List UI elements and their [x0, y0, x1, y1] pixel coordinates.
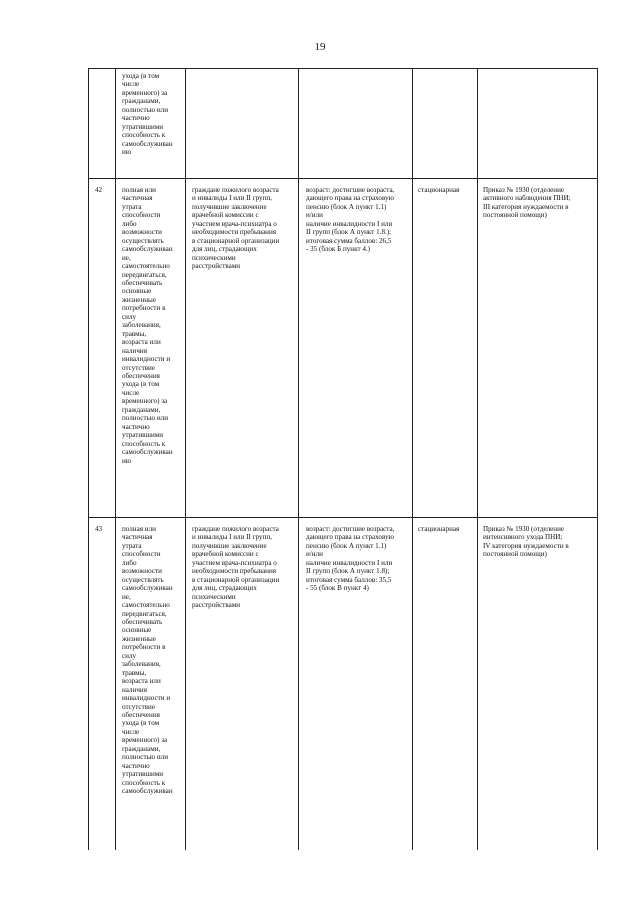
table-row-2-category: граждане пожилого возраста и инвалиды I или II групп, получившие заключение врачебной комиссии с участием врача-психиатра о необходимости пребывания в стационарной организации для лиц, страдающих психическими расстройствами: [192, 186, 280, 271]
table-row-3-criteria: возраст: достигшие возраста, дающего права на страховую пенсию (блок А пункт 1.1) и/или наличие инвалидности I или II групп (блок А пункт 1.8); итоговая сумма баллов: 35,5 - 55 (блок В пункт 4): [306, 525, 395, 593]
services-table: [88, 68, 598, 850]
column-divider: [298, 68, 299, 850]
table-row-1-condition: ухода (в том числе временного) за гражданами, полностью или частично утратившими способность к самообслуживан ию: [122, 72, 173, 157]
table-row-3-order: Приказ № 1930 (отделение интенсивного ухода ПНИ; IV категория нуждаемости в постоянной помощи): [483, 525, 569, 559]
table-border-right: [597, 68, 598, 850]
row-divider: [88, 517, 598, 518]
table-row-2-number: 42: [95, 186, 103, 194]
table-row-3-number: 43: [95, 525, 103, 533]
column-divider: [115, 68, 116, 850]
table-border-left: [88, 68, 89, 850]
table-row-2-order: Приказ № 1930 (отделение активного наблюдения ПНИ; III категория нуждаемости в постоянной помощи): [483, 186, 571, 220]
table-row-3-form: стационарная: [418, 525, 460, 533]
table-row-3-condition: полная или частичная утрата способности либо возможности осуществлять самообслуживан ие, самостоятельно передвигаться, обеспечивать основные жизненные потребности в силу заболевания, травмы, возраста или наличия инвалидности и отсутствие обеспечения ухода (в том числе временного) за гражданами, полностью или частично утратившими способность к самообслуживан: [122, 525, 173, 796]
row-divider: [88, 178, 598, 179]
table-border-top: [88, 68, 598, 69]
column-divider: [185, 68, 186, 850]
page-number: 19: [314, 41, 326, 53]
table-row-2-form: стационарная: [418, 186, 460, 194]
table-row-3-category: граждане пожилого возраста и инвалиды I или II групп, получившие заключение врачебной комиссии с участием врача-психиатра о необходимости пребывания в стационарной организации для лиц, страдающих психическими расстройствами: [192, 525, 280, 610]
table-row-2-condition: полная или частичная утрата способности либо возможности осуществлять самообслуживан ие, самостоятельно передвигаться, обеспечивать основные жизненные потребности в силу заболевания, травмы, возраста или наличия инвалидности и отсутствие обеспечения ухода (в том числе временного) за гражданами, полностью или частично утратившими способность к самообслуживан ию: [122, 186, 173, 465]
column-divider: [412, 68, 413, 850]
table-row-2-criteria: возраст: достигшие возраста, дающего права на страховую пенсию (блок А пункт 1.1) и/или наличие инвалидности I или II групп (блок А пункт 1.8.); итоговая сумма баллов: 26,5 - 35 (блок Б пункт 4.): [306, 186, 395, 254]
column-divider: [477, 68, 478, 850]
